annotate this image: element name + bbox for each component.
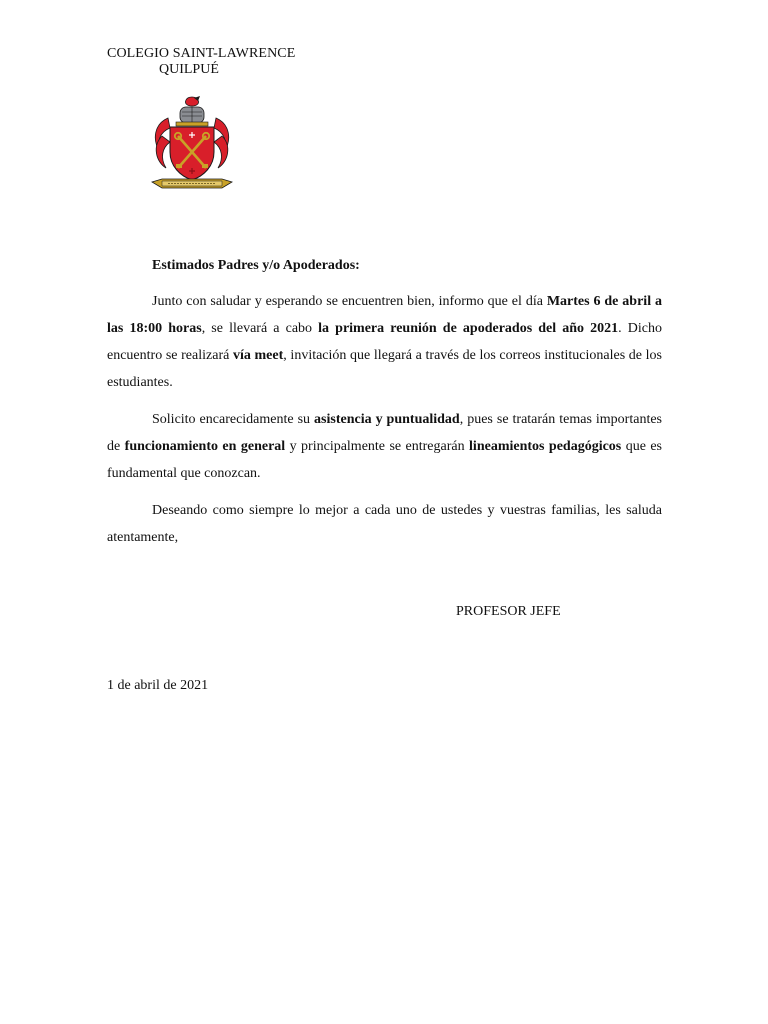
- paragraph-text: . Dicho encuentro se realizará: [107, 321, 663, 363]
- meeting-title-highlight: la primera reunión de apoderados del año 2021: [318, 321, 619, 336]
- school-crest-icon: [148, 96, 236, 192]
- paragraph-text: y principalmente se entregarán: [285, 439, 470, 454]
- guidelines-highlight: lineamientos pedagógicos: [469, 439, 622, 454]
- letter-paragraph-3: Deseando como siempre lo mejor a cada uno de ustedes y vuestras familias, les saluda atentamente,: [107, 503, 662, 545]
- paragraph-text: Solicito encarecidamente su: [152, 412, 315, 427]
- paragraph-text: que es fundamental que conozcan.: [107, 439, 663, 481]
- paragraph-text: , se llevará a cabo: [201, 321, 319, 336]
- letter-paragraph-2: [107, 406, 662, 487]
- letter-greeting: Estimados Padres y/o Apoderados:: [152, 258, 360, 273]
- signature: PROFESOR JEFE: [456, 604, 561, 619]
- letter-date: 1 de abril de 2021: [107, 678, 209, 693]
- attendance-highlight: asistencia y puntualidad: [314, 412, 460, 427]
- paragraph-text: , invitación que llegará a través de los correos institucionales de los estudiantes.: [107, 348, 663, 390]
- paragraph-text: , pues se tratarán temas importantes de: [107, 412, 663, 454]
- meeting-platform-highlight: vía meet: [232, 348, 284, 363]
- school-city: QUILPUÉ: [159, 62, 219, 77]
- paragraph-text: Junto con saludar y esperando se encuentren bien, informo que el día: [152, 294, 547, 309]
- school-name: COLEGIO SAINT-LAWRENCE: [107, 46, 296, 61]
- meeting-date-highlight: Martes 6 de abril a las 18:00 horas: [107, 294, 662, 336]
- topic-highlight: funcionamiento en general: [124, 439, 286, 454]
- letter-paragraph-1: [107, 288, 662, 396]
